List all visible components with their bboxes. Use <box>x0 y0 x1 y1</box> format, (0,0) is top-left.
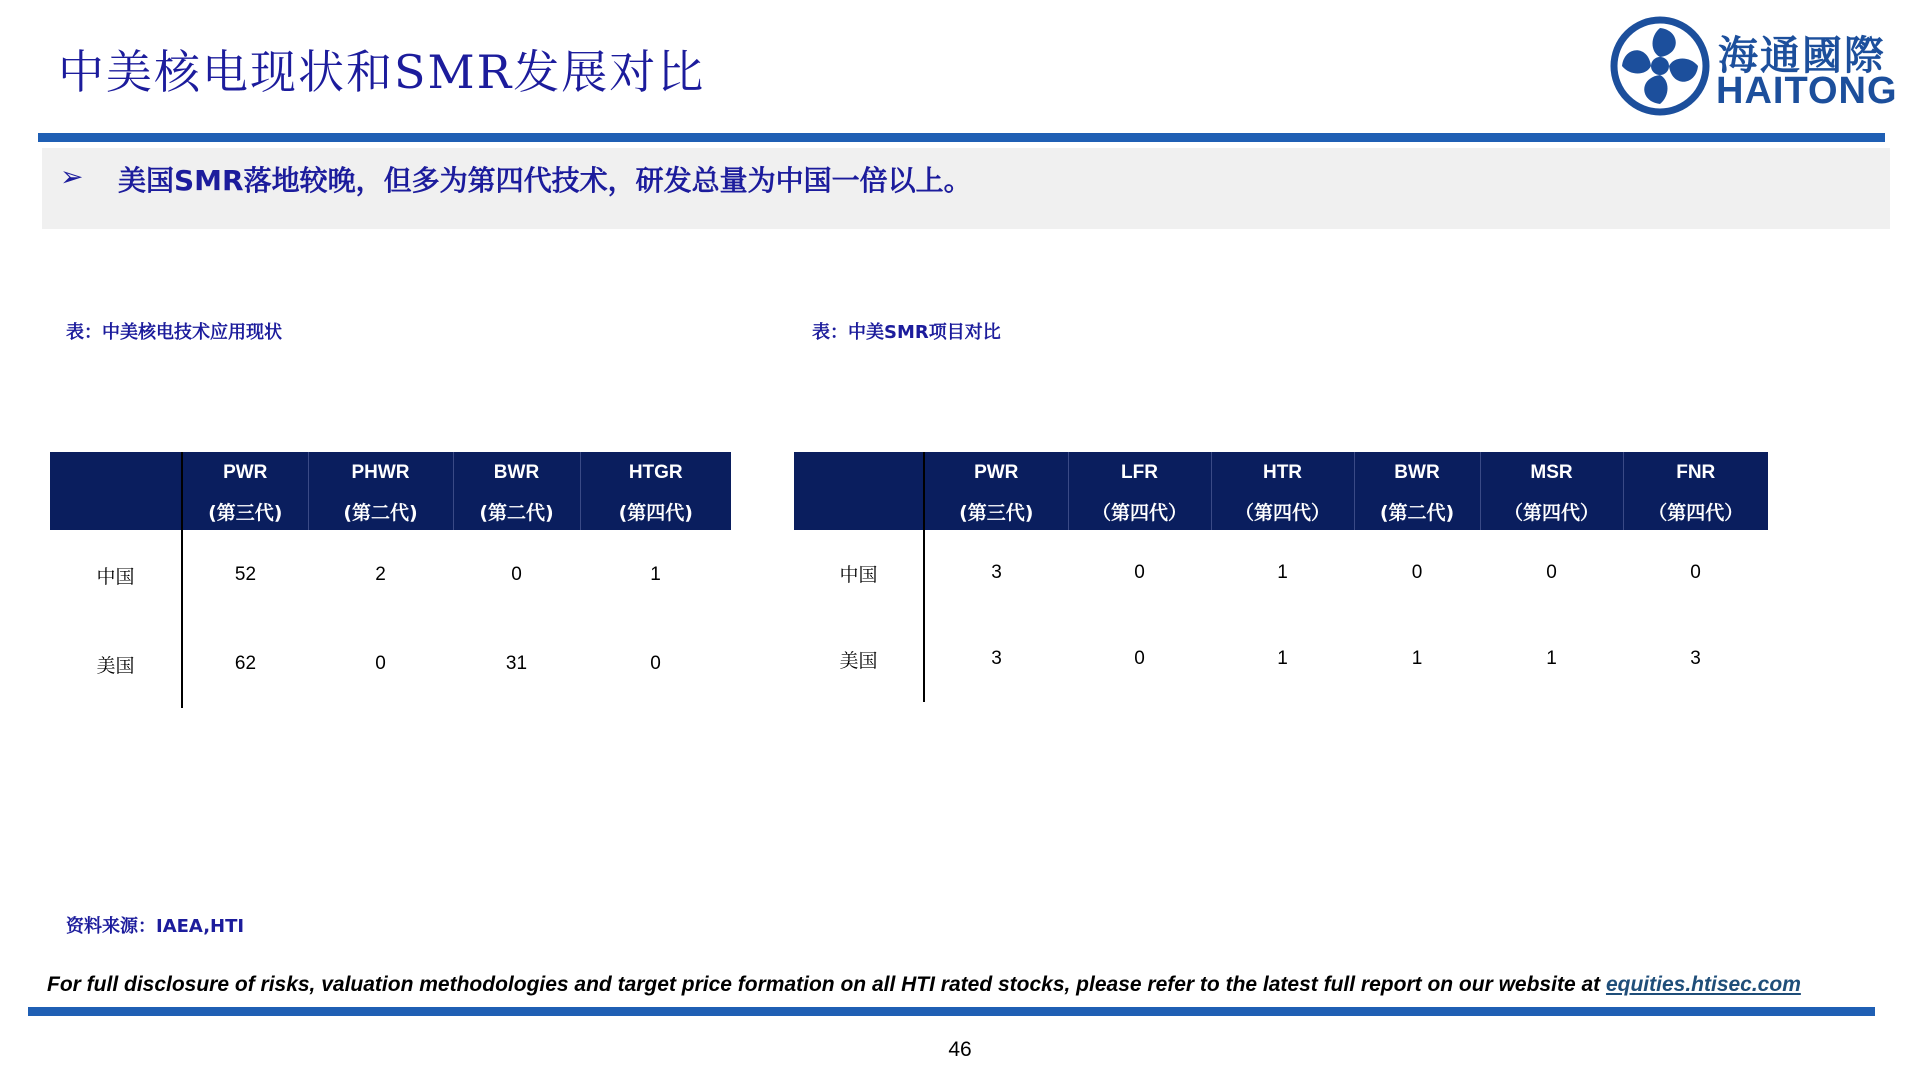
table-cell: 3 <box>991 648 1002 669</box>
table-cell: 0 <box>511 564 522 585</box>
row-label: 中国 <box>794 530 924 616</box>
page-title: 中美核电现状和SMR发展对比 <box>58 45 706 99</box>
table-cell: 1 <box>1411 648 1423 669</box>
table-cell: 3 <box>991 562 1002 583</box>
table-nuclear-status <box>50 452 731 708</box>
source-note: 资料来源：IAEA,HTI <box>66 916 245 937</box>
table-cell: 1 <box>1546 648 1557 669</box>
table-header-cell: PWR (第三代) <box>182 452 308 530</box>
table1-caption: 表：中美核电技术应用现状 <box>66 322 282 343</box>
footer-divider <box>28 1007 1875 1016</box>
table-cell: 31 <box>505 653 528 674</box>
table-row <box>794 530 1768 616</box>
table-cell: 0 <box>1411 562 1423 583</box>
table-cell: 0 <box>650 653 661 674</box>
table-row <box>50 530 731 620</box>
table-cell: 1 <box>1277 562 1288 583</box>
table-cell: 0 <box>1134 562 1145 583</box>
logo-chinese-text: 海通國際 <box>1718 33 1886 79</box>
disclaimer-text <box>47 973 1801 997</box>
summary-banner <box>42 148 1890 229</box>
row-label: 中国 <box>50 530 182 620</box>
table-header-cell: FNR （第四代） <box>1623 452 1768 530</box>
table-cell: 3 <box>1690 648 1701 669</box>
table-cell: 0 <box>1690 562 1701 583</box>
row-label: 美国 <box>794 616 924 702</box>
row-label: 美国 <box>50 620 182 708</box>
logo-english-text: HAITONG <box>1716 70 1898 112</box>
table-cell: 1 <box>1277 648 1288 669</box>
table-row <box>794 616 1768 702</box>
page-number: 46 <box>948 1038 972 1061</box>
website-link[interactable]: equities.htisec.com <box>1605 973 1801 996</box>
table-cell: 1 <box>650 564 661 585</box>
table-header-cell: BWR (第二代) <box>453 452 580 530</box>
table-cell: 52 <box>234 564 257 585</box>
table-cell: 0 <box>1546 562 1557 583</box>
table-header-corner <box>50 452 182 530</box>
table-cell: 2 <box>375 564 386 585</box>
table-header-cell: HTGR (第四代) <box>580 452 731 530</box>
company-logo <box>1610 16 1898 116</box>
table-row <box>50 620 731 708</box>
table-header-cell: HTR （第四代） <box>1211 452 1354 530</box>
summary-text: 美国SMR落地较晚，但多为第四代技术，研发总量为中国一倍以上。 <box>118 164 972 197</box>
haitong-swirl-logo-icon <box>1610 16 1710 116</box>
table-header-cell: MSR （第四代） <box>1480 452 1623 530</box>
table2-caption: 表：中美SMR项目对比 <box>812 322 1001 343</box>
arrow-bullet-icon: ➢ <box>60 161 84 192</box>
header-divider <box>38 133 1885 142</box>
disclaimer-body: For full disclosure of risks, valuation methodologies and target price formation on all HTI rated stocks, please refer to the latest full report on our website at <box>47 973 1606 996</box>
table-cell: 0 <box>375 653 386 674</box>
table-header-cell: PWR (第三代) <box>924 452 1068 530</box>
table-cell: 0 <box>1134 648 1145 669</box>
table-header-cell: LFR （第四代） <box>1068 452 1211 530</box>
table-cell: 62 <box>234 653 257 674</box>
table-header-cell: PHWR (第二代) <box>308 452 453 530</box>
table-smr-projects <box>794 452 1768 702</box>
table-header-cell: BWR (第二代) <box>1354 452 1480 530</box>
table-header-corner <box>794 452 924 530</box>
